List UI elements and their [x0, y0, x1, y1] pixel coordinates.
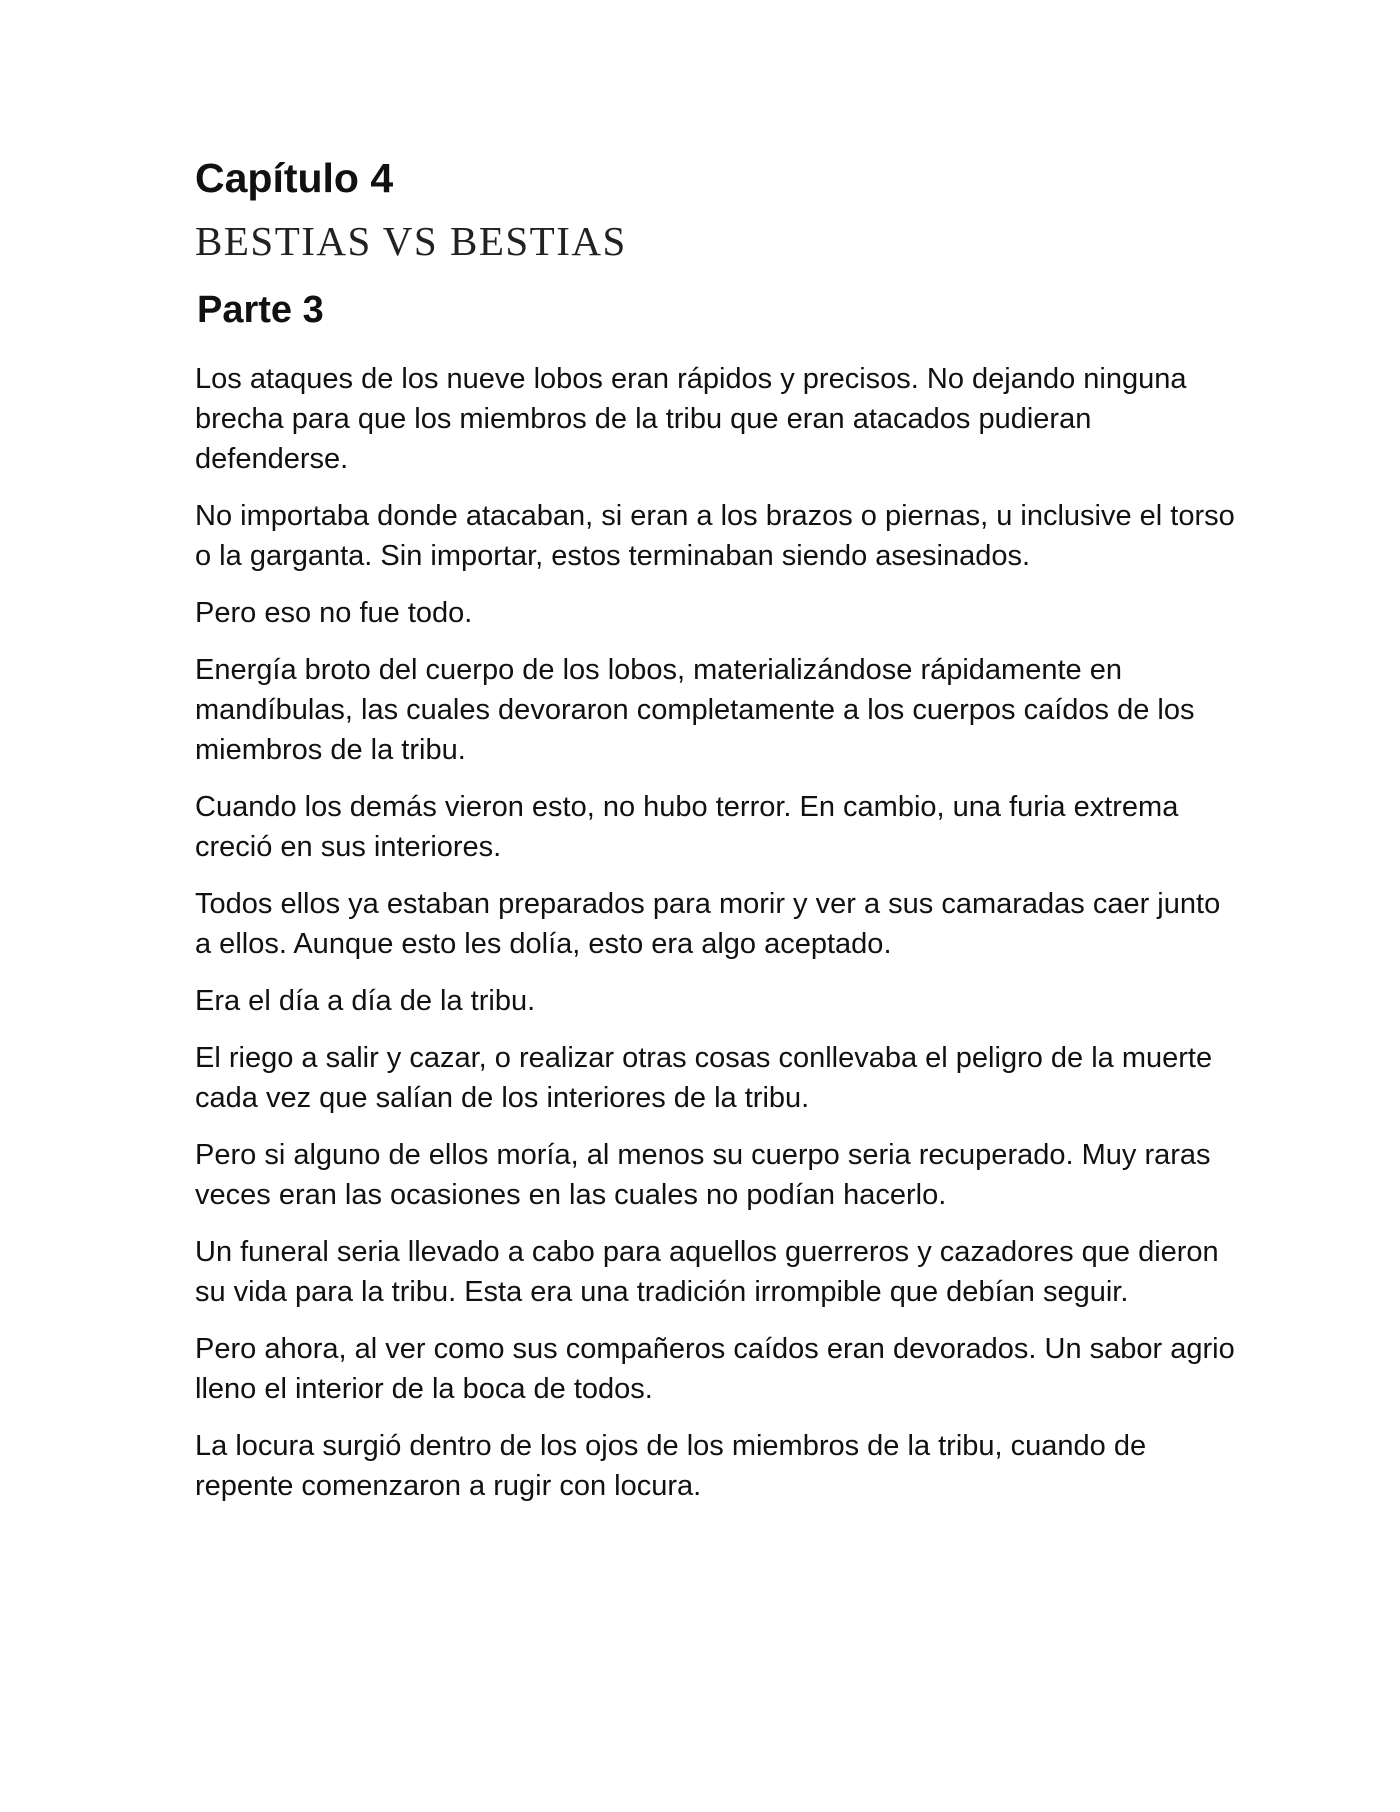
paragraph: El riego a salir y cazar, o realizar otras cosas conllevaba el peligro de la muerte cada vez que salían de los interiores de la tribu.	[195, 1041, 1213, 1114]
paragraph: Todos ellos ya estaban preparados para morir y ver a sus camaradas caer junto a ellos. Aunque esto les dolía, esto era algo aceptado.	[195, 887, 1221, 960]
paragraph: Era el día a día de la tribu.	[195, 984, 536, 1017]
paragraph: Cuando los demás vieron esto, no hubo terror. En cambio, una furia extrema creció en sus interiores.	[195, 790, 1179, 863]
chapter-body	[195, 359, 1235, 1506]
paragraph: No importaba donde atacaban, si eran a los brazos o piernas, u inclusive el torso o la garganta. Sin importar, estos terminaban siendo asesinados.	[195, 499, 1235, 572]
paragraph: La locura surgió dentro de los ojos de los miembros de la tribu, cuando de repente comenzaron a rugir con locura.	[195, 1429, 1147, 1502]
chapter-subtitle: BESTIAS VS BESTIAS	[195, 218, 627, 265]
paragraph: Pero eso no fue todo.	[195, 596, 473, 629]
paragraph: Energía broto del cuerpo de los lobos, materializándose rápidamente en mandíbulas, las cuales devoraron completamente a los cuerpos caídos de los miembros de la tribu.	[195, 653, 1195, 766]
paragraph: Los ataques de los nueve lobos eran rápidos y precisos. No dejando ninguna brecha para que los miembros de la tribu que eran atacados pudieran defenderse.	[195, 362, 1187, 475]
chapter-title: Capítulo 4	[195, 155, 394, 201]
part-title: Parte 3	[197, 289, 324, 332]
document-page	[195, 155, 1235, 1523]
paragraph: Un funeral seria llevado a cabo para aquellos guerreros y cazadores que dieron su vida para la tribu. Esta era una tradición irrompible que debían seguir.	[195, 1235, 1219, 1308]
paragraph: Pero si alguno de ellos moría, al menos su cuerpo seria recuperado. Muy raras veces eran las ocasiones en las cuales no podían hacerlo.	[195, 1138, 1211, 1211]
paragraph: Pero ahora, al ver como sus compañeros caídos eran devorados. Un sabor agrio lleno el interior de la boca de todos.	[195, 1332, 1235, 1405]
